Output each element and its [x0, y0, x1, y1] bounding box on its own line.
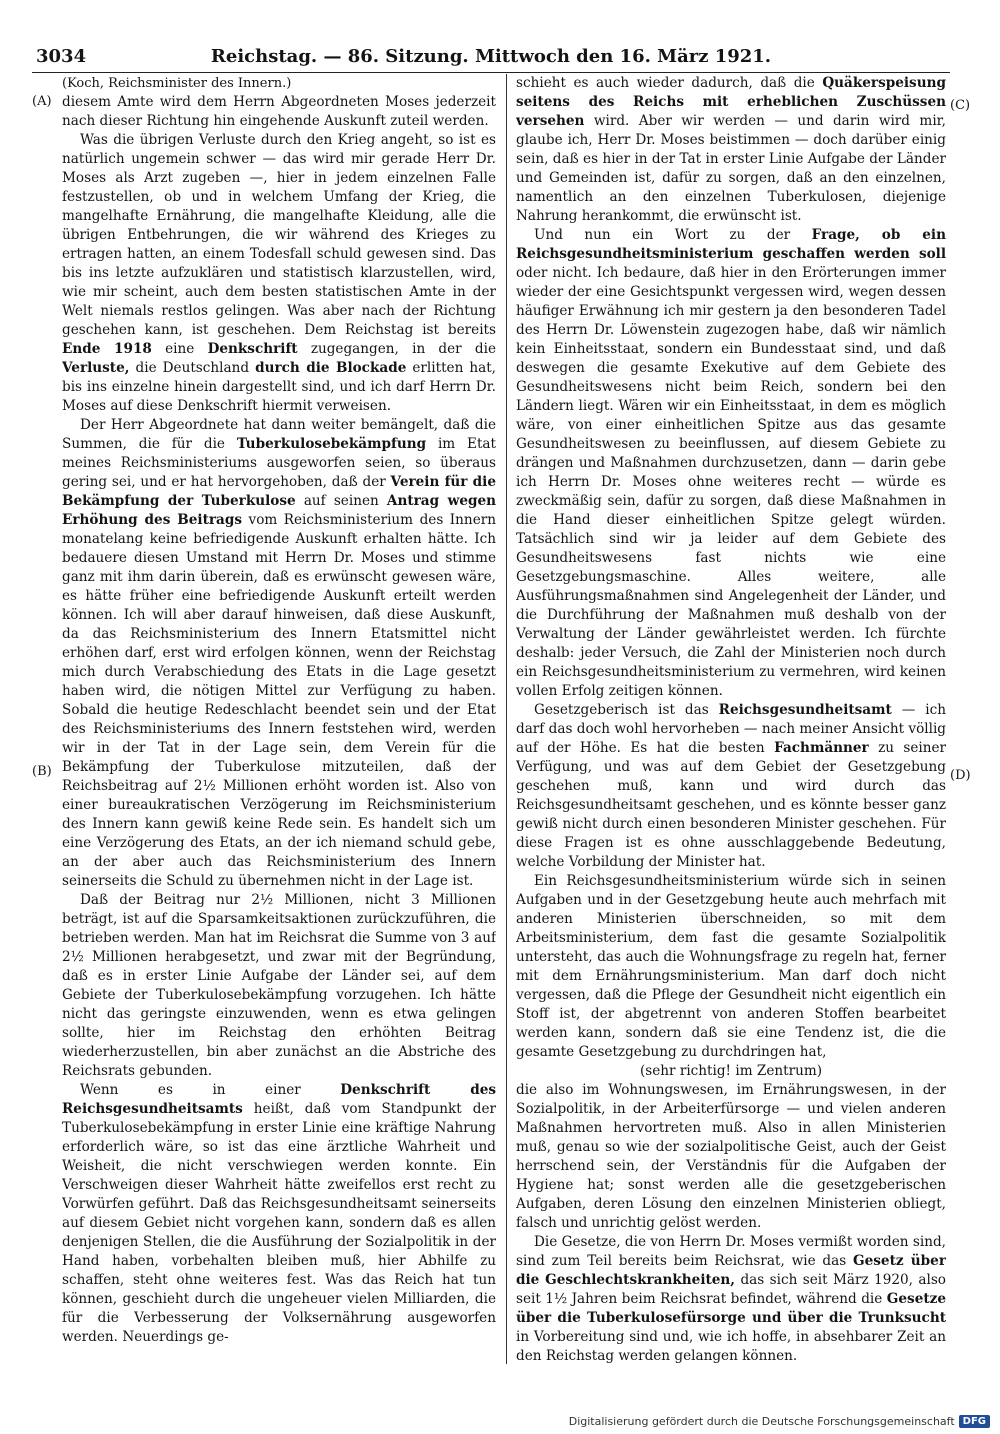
paragraph: Was die übrigen Verluste durch den Krieg angeht, so ist es natürlich ungemein schwer — das wird mir gerade Herr Dr. Moses als Arzt zugeben —, hier in jedem einzelnen Falle festzustellen, ob und in welchem Umfang der Krieg, die mangelhafte Ernährung, die mangelhafte Kleidung, alle die übrigen Entbehrungen, die wir während des Krieges zu ertragen hatten, an einem Todesfall schuld gewesen sind. Das bis ins letzte aufzuklären und statistisch klarzustellen, wird, wie mir scheint, auch dem besten statistischen Amte in der Welt niemals restlos gelingen. Was aber nach der Richtung geschehen kann, ist geschehen. Dem Reichstag ist bereits Ende 1918 eine Denkschrift zugegangen, in der die Verluste, die Deutschland durch die Blockade erlitten hat, bis ins einzelne hinein dargestellt sind, und ich darf Herrn Dr. Moses auf diese Denkschrift hiermit verweisen.: [62, 132, 496, 414]
paragraph: die also im Wohnungswesen, im Ernährungswesen, in der Sozialpolitik, in der Arbeiterfürsorge — und vielen anderen Maßnahmen hervortreten muß. Also in allen Ministerien muß, genau so wie der sozialpolitische Geist, auch der Geist herrschend sein, der Verständnis für die Aufgaben der Hygiene hat; sonst werden alle die gesetzgeberischen Aufgaben, deren Lösung den einzelnen Ministerien obliegt, falsch und unrichtig gelöst werden.: [516, 1082, 946, 1231]
paragraph: Gesetzgeberisch ist das Reichsgesundheitsamt — ich darf das doch wohl hervorheben — nach meiner Ansicht völlig auf der Höhe. Es hat die besten Fachmänner zu seiner Verfügung, und was auf dem Gebiet der Gesetzgebung geschehen muß, kann und wird durch das Reichsgesundheitsamt geschehen, und es könnte besser ganz gewiß nicht durch einen besonderen Minister geschehen. Für diese Fragen ist es ohne ausschlaggebende Bedeutung, welche Vorbildung der Minister hat.: [516, 702, 946, 870]
dfg-logo: DFG: [959, 1415, 990, 1428]
interjection: (sehr richtig! im Zentrum): [639, 1063, 823, 1079]
digitization-credit: [569, 1415, 990, 1428]
paragraph: Und nun ein Wort zu der Frage, ob ein Reichsgesundheitsministerium geschaffen werden soll oder nicht. Ich bedaure, daß hier in den Erörterungen immer wieder der eine Gesichtspunkt vergessen wird, wegen dessen häufiger Erwähnung ich mir gestern ja den besonderen Tadel des Herrn Dr. Löwenstein zugezogen habe, daß wir nämlich kein Einheitsstaat, sondern ein Bundesstaat sind, und daß deswegen die gesamte Exekutive auf dem Gebiete des Gesundheitswesens nicht beim Reich, sondern bei den Ländern liegt. Wären wir ein Einheitsstaat, in dem es möglich wäre, von einer einheitlichen Spitze aus das gesamte Gesundheitswesen zu beeinflussen, auf diesem Gebiete zu drängen und Maßnahmen durchzusetzen, dann — darin gebe ich Herrn Dr. Moses ohne weiteres recht — würde es zweckmäßig sein, dafür zu sorgen, daß diese Maßnahmen in die Hand dieser einheitlichen Spitze gelegt würden. Tatsächlich sind wir ja leider auf dem Gebiete des Gesundheitswesens fast nichts wie eine Gesetzgebungsmaschine. Alles weitere, alle Ausführungsmaßnahmen sind Angelegenheit der Länder, und die Durchführung der Maßnahmen muß deshalb von der Verwaltung der Länder gewährleistet werden. Ich fürchte deshalb: jeder Versuch, die Zahl der Ministerien noch durch ein Reichsgesundheitsministerium zu vermehren, wird keinen vollen Erfolg zeitigen können.: [516, 227, 946, 699]
document-page: [32, 42, 971, 1382]
paragraph: Ein Reichsgesundheitsministerium würde sich in seinen Aufgaben und in der Gesetzgebung heute auch mehrfach mit anderen Ministerien überschneiden, so mit dem Arbeitsministerium, dem fast die gesamte Sozialpolitik untersteht, das auch die Wohnungsfrage zu regeln hat, ferner mit dem Ernährungsministerium. Man darf doch nicht vergessen, daß die Pflege der Gesundheit nicht eigentlich ein Stoff ist, der abgetrennt von anderen Stoffen bearbeitet werden kann, sondern daß sie eine Tendenz ist, die die gesamte Gesetzgebung zu durchdringen hat,: [516, 873, 946, 1060]
right-column: [516, 74, 946, 1379]
margin-marker-a: (A): [32, 94, 52, 109]
margin-marker-b: (B): [32, 764, 52, 779]
margin-marker-c: (C): [950, 98, 971, 113]
margin-marker-d: (D): [950, 768, 971, 783]
page-title: Reichstag. — 86. Sitzung. Mittwoch den 16. März 1921.: [210, 46, 772, 67]
speaker-line: (Koch, Reichsminister des Innern.): [62, 76, 292, 91]
left-column: [62, 74, 496, 1379]
text-columns: [32, 74, 971, 1379]
page-number: 3034: [36, 46, 87, 67]
column-divider: [506, 74, 507, 1364]
paragraph: diesem Amte wird dem Herrn Abgeordneten Moses jederzeit nach dieser Richtung hin eingehende Auskunft zuteil werden.: [62, 94, 496, 129]
page-header: [32, 42, 950, 73]
paragraph: Der Herr Abgeordnete hat dann weiter bemängelt, daß die Summen, die für die Tuberkulosebekämpfung im Etat meines Reichsministeriums ausgeworfen seien, so überaus gering sei, und er hat hervorgehoben, daß der Verein für die Bekämpfung der Tuberkulose auf seinen Antrag wegen Erhöhung des Beitrags vom Reichsministerium des Innern monatelang keine befriedigende Auskunft erhalten hätte. Ich bedauere diesen Umstand mit Herrn Dr. Moses und stimme ganz mit ihm darin überein, daß es erwünscht gewesen wäre, es hätte früher eine befriedigende Auskunft erteilt werden können. Ich will aber darauf hinweisen, daß diese Auskunft, da das Reichsministerium des Innern Etatsmittel nicht erhöhen darf, erst wird erfolgen können, wenn der Reichstag mich durch Verabschiedung des Etats in die Lage gesetzt haben wird, die nötigen Mittel zur Verfügung zu haben. Sobald die heutige Redeschlacht beendet sein und der Etat des Reichsministeriums des Innern feststehen wird, werden wir in der Tat in der Lage sein, dem Verein für die Bekämpfung der Tuberkulose mitzuteilen, daß der Reichsbeitrag auf 2½ Millionen erhöht worden ist. Also von einer bureaukratischen Verzögerung im Reichsministerium des Innern kann gewiß keine Rede sein. Es handelt sich um eine Verzögerung des Etats, an der ich niemand schuld gebe, an der aber auch das Reichsministerium des Innern seinerseits die Schuld zu übernehmen nicht in der Lage ist.: [62, 417, 496, 889]
paragraph: Die Gesetze, die von Herrn Dr. Moses vermißt worden sind, sind zum Teil bereits beim Reichsrat, wie das Gesetz über die Geschlechtskrankheiten, das sich seit März 1920, also seit 1½ Jahren beim Reichsrat befindet, während die Gesetze über die Tuberkulosefürsorge und über die Trunksucht in Vorbereitung sind und, wie ich hoffe, in absehbarer Zeit an den Reichstag werden gelangen können.: [516, 1234, 946, 1364]
paragraph: Daß der Beitrag nur 2½ Millionen, nicht 3 Millionen beträgt, ist auf die Sparsamkeitsaktionen zurückzuführen, die betrieben werden. Man hat im Reichsrat die Summe von 3 auf 2½ Millionen herabgesetzt, und zwar mit der Begründung, daß es in erster Linie Aufgabe der Länder sei, auf dem Gebiete der Tuberkulosebekämpfung vorzugehen. Ich hätte nicht das geringste einzuwenden, wenn es etwa gelingen sollte, hier im Reichstag den erhöhten Beitrag wiederherzustellen, bin aber zunächst an die Abstriche des Reichsrats gebunden.: [62, 892, 496, 1079]
credit-text: Digitalisierung gefördert durch die Deutsche Forschungsgemeinschaft: [568, 1415, 955, 1428]
paragraph: schieht es auch wieder dadurch, daß die Quäkerspeisung seitens des Reichs mit erheblichen Zuschüssen versehen wird. Aber wir werden — und darin wird mir, glaube ich, Herr Dr. Moses beistimmen — doch darüber einig sein, daß es hier in der Tat in erster Linie Aufgabe der Länder und Gemeinden ist, dafür zu sorgen, daß an den einzelnen, namentlich an den einzelnen Tuberkulosen, diejenige Nahrung herankommt, die erwünscht ist.: [516, 75, 946, 224]
paragraph: Wenn es in einer Denkschrift des Reichsgesundheitsamts heißt, daß vom Standpunkt der Tuberkulosebekämpfung in erster Linie eine kräftige Nahrung erforderlich wäre, so ist das eine ärztliche Wahrheit und Weisheit, die nicht verschwiegen werden konnte. Ein Verschweigen dieser Wahrheit hätte zweifellos erst recht zu Vorwürfen geführt. Daß das Reichsgesundheitsamt seinerseits auf diesem Gebiet nicht vorgehen kann, sondern daß es allen denjenigen Stellen, die die Ausführung der Sozialpolitik in der Hand haben, vorbehalten bleiben muß, hier Abhilfe zu schaffen, steht ohne weiteres fest. Was das Reich hat tun können, geschieht durch die ungeheuer vielen Milliarden, die für die Verbesserung der Volksernährung ausgeworfen werden. Neuerdings ge-: [62, 1082, 496, 1345]
